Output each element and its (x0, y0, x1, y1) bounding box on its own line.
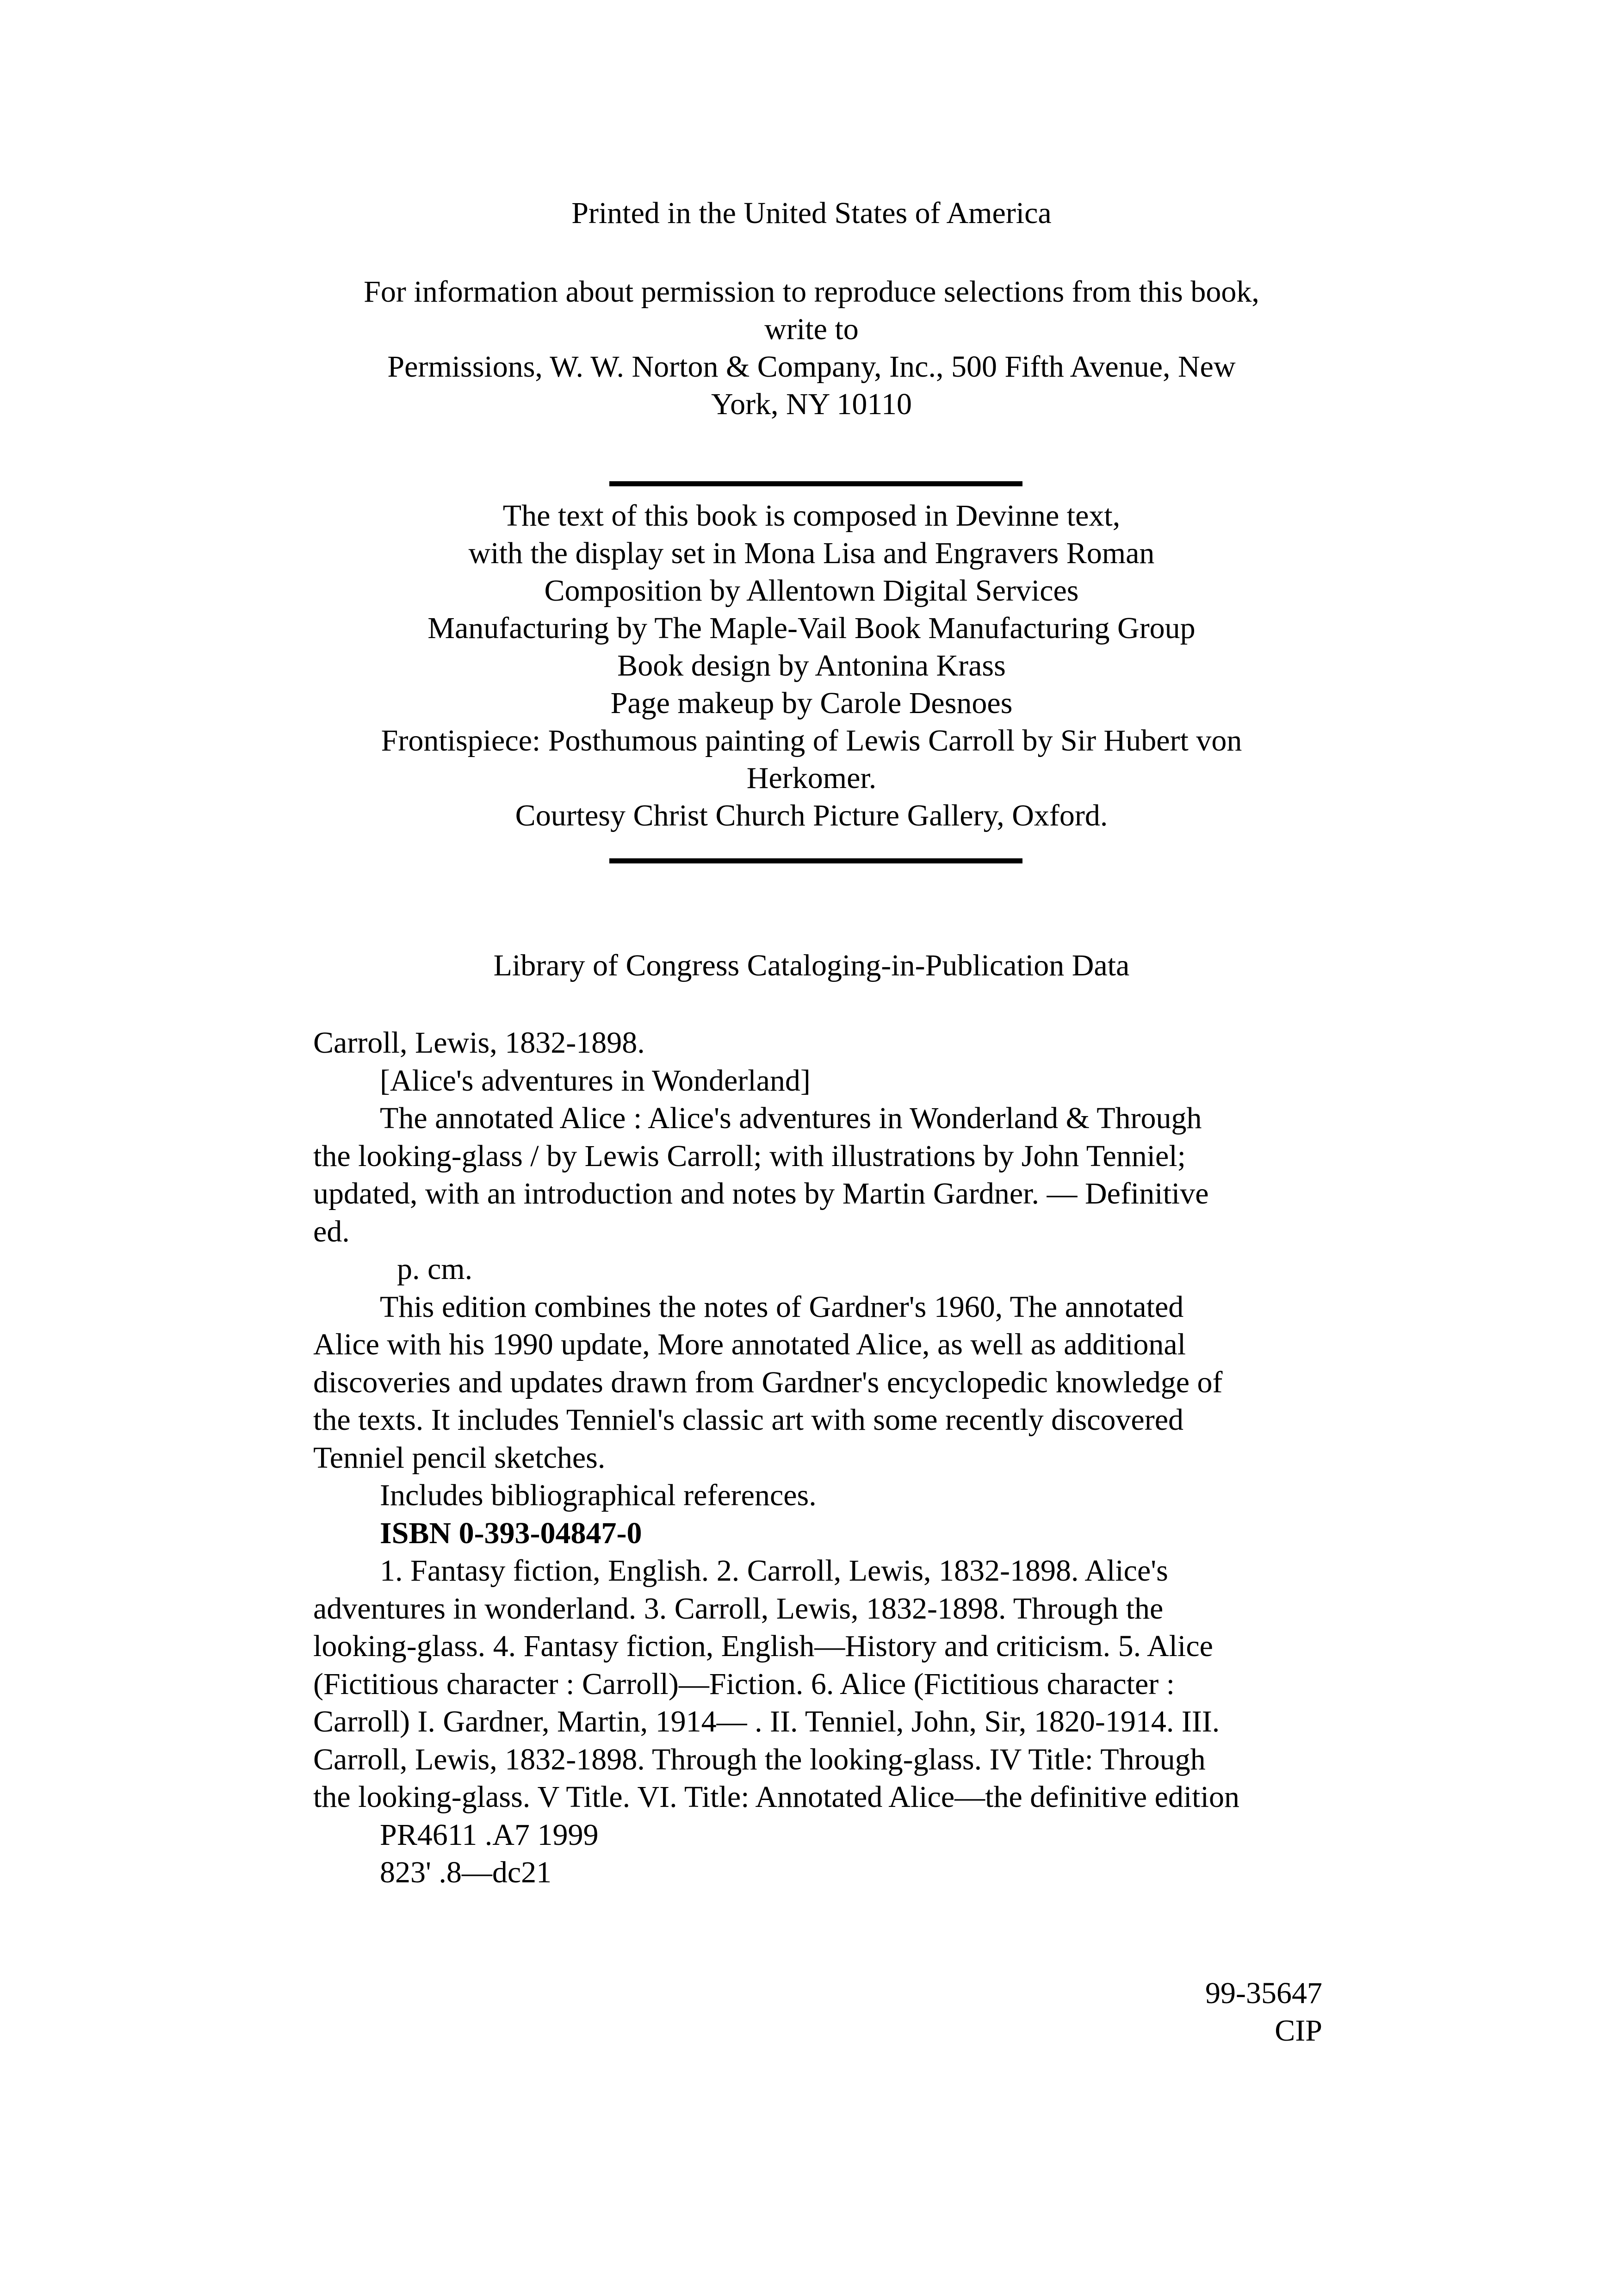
credit-line: Composition by Allentown Digital Services (544, 574, 1079, 608)
divider-rule-bottom (609, 858, 1022, 863)
cip-title-line: the looking-glass / by Lewis Carroll; with illustrations by John Tenniel; (313, 1139, 1186, 1173)
cip-heading (0, 947, 1623, 984)
credit-line: The text of this book is composed in Devinne text, (502, 499, 1121, 533)
cip-bibliography-note: Includes bibliographical references. (380, 1478, 817, 1512)
permissions-line-2: write to (764, 312, 859, 346)
credit-line: with the display set in Mona Lisa and Engravers Roman (468, 536, 1155, 570)
credit-line: Manufacturing by The Maple-Vail Book Manufacturing Group (427, 611, 1196, 645)
cip-note-line: This edition combines the notes of Gardner's 1960, The annotated (380, 1290, 1184, 1324)
cip-subject-line: (Fictitious character : Carroll)—Fiction. 6. Alice (Fictitious character : (313, 1667, 1175, 1701)
cip-title-line: ed. (313, 1214, 350, 1248)
credit-line: Frontispiece: Posthumous painting of Lewis Carroll by Sir Hubert von (381, 724, 1242, 757)
cip-subject-line: adventures in wonderland. 3. Carroll, Lewis, 1832-1898. Through the (313, 1591, 1164, 1626)
cip-heading-text: Library of Congress Cataloging-in-Publication Data (493, 949, 1130, 982)
printed-in-usa (0, 194, 1623, 232)
production-credits (0, 497, 1623, 834)
permissions-line-1: For information about permission to reproduce selections from this book, (364, 275, 1259, 309)
permissions-line-3: Permissions, W. W. Norton & Company, Inc., 500 Fifth Avenue, New (387, 350, 1236, 384)
cip-physical-description: p. cm. (397, 1252, 473, 1286)
cip-subject-line: the looking-glass. V Title. VI. Title: Annotated Alice—the definitive edition (313, 1780, 1239, 1814)
cip-author: Carroll, Lewis, 1832-1898. (313, 1026, 645, 1060)
cip-isbn: ISBN 0-393-04847-0 (380, 1516, 642, 1550)
cip-subject-line: Carroll, Lewis, 1832-1898. Through the looking-glass. IV Title: Through (313, 1742, 1206, 1776)
cip-title-line: updated, with an introduction and notes by Martin Gardner. — Definitive (313, 1177, 1209, 1210)
cip-title-line: The annotated Alice : Alice's adventures in Wonderland & Through (380, 1101, 1202, 1135)
cip-subject-line: looking-glass. 4. Fantasy fiction, English—History and criticism. 5. Alice (313, 1629, 1213, 1663)
cip-label: CIP (1275, 2014, 1322, 2048)
cip-subject-line: 1. Fantasy fiction, English. 2. Carroll, Lewis, 1832-1898. Alice's (380, 1554, 1168, 1588)
credit-line: Book design by Antonina Krass (617, 649, 1006, 683)
lccn-block (1205, 1974, 1322, 2049)
cip-note-line: the texts. It includes Tenniel's classic art with some recently discovered (313, 1403, 1183, 1437)
cip-dewey-number: 823' .8—dc21 (380, 1855, 552, 1889)
printed-line: Printed in the United States of America (571, 196, 1052, 230)
cip-note-line: Alice with his 1990 update, More annotated Alice, as well as additional (313, 1328, 1186, 1361)
cip-note-line: Tenniel pencil sketches. (313, 1440, 606, 1475)
permissions-notice (0, 273, 1623, 423)
credit-line: Page makeup by Carole Desnoes (610, 686, 1013, 720)
permissions-line-4: York, NY 10110 (711, 387, 912, 421)
cip-lc-call-number: PR4611 .A7 1999 (380, 1818, 599, 1852)
cip-record (313, 1024, 1331, 1892)
cip-note-line: discoveries and updates drawn from Gardner's encyclopedic knowledge of (313, 1365, 1223, 1399)
cip-subject-line: Carroll) I. Gardner, Martin, 1914— . II. Tenniel, John, Sir, 1820-1914. III. (313, 1705, 1220, 1738)
lccn-number: 99-35647 (1205, 1976, 1322, 2010)
credit-line: Herkomer. (746, 761, 877, 795)
cip-uniform-title: [Alice's adventures in Wonderland] (380, 1063, 811, 1098)
credit-line: Courtesy Christ Church Picture Gallery, Oxford. (515, 799, 1108, 832)
divider-rule-top (609, 481, 1022, 486)
